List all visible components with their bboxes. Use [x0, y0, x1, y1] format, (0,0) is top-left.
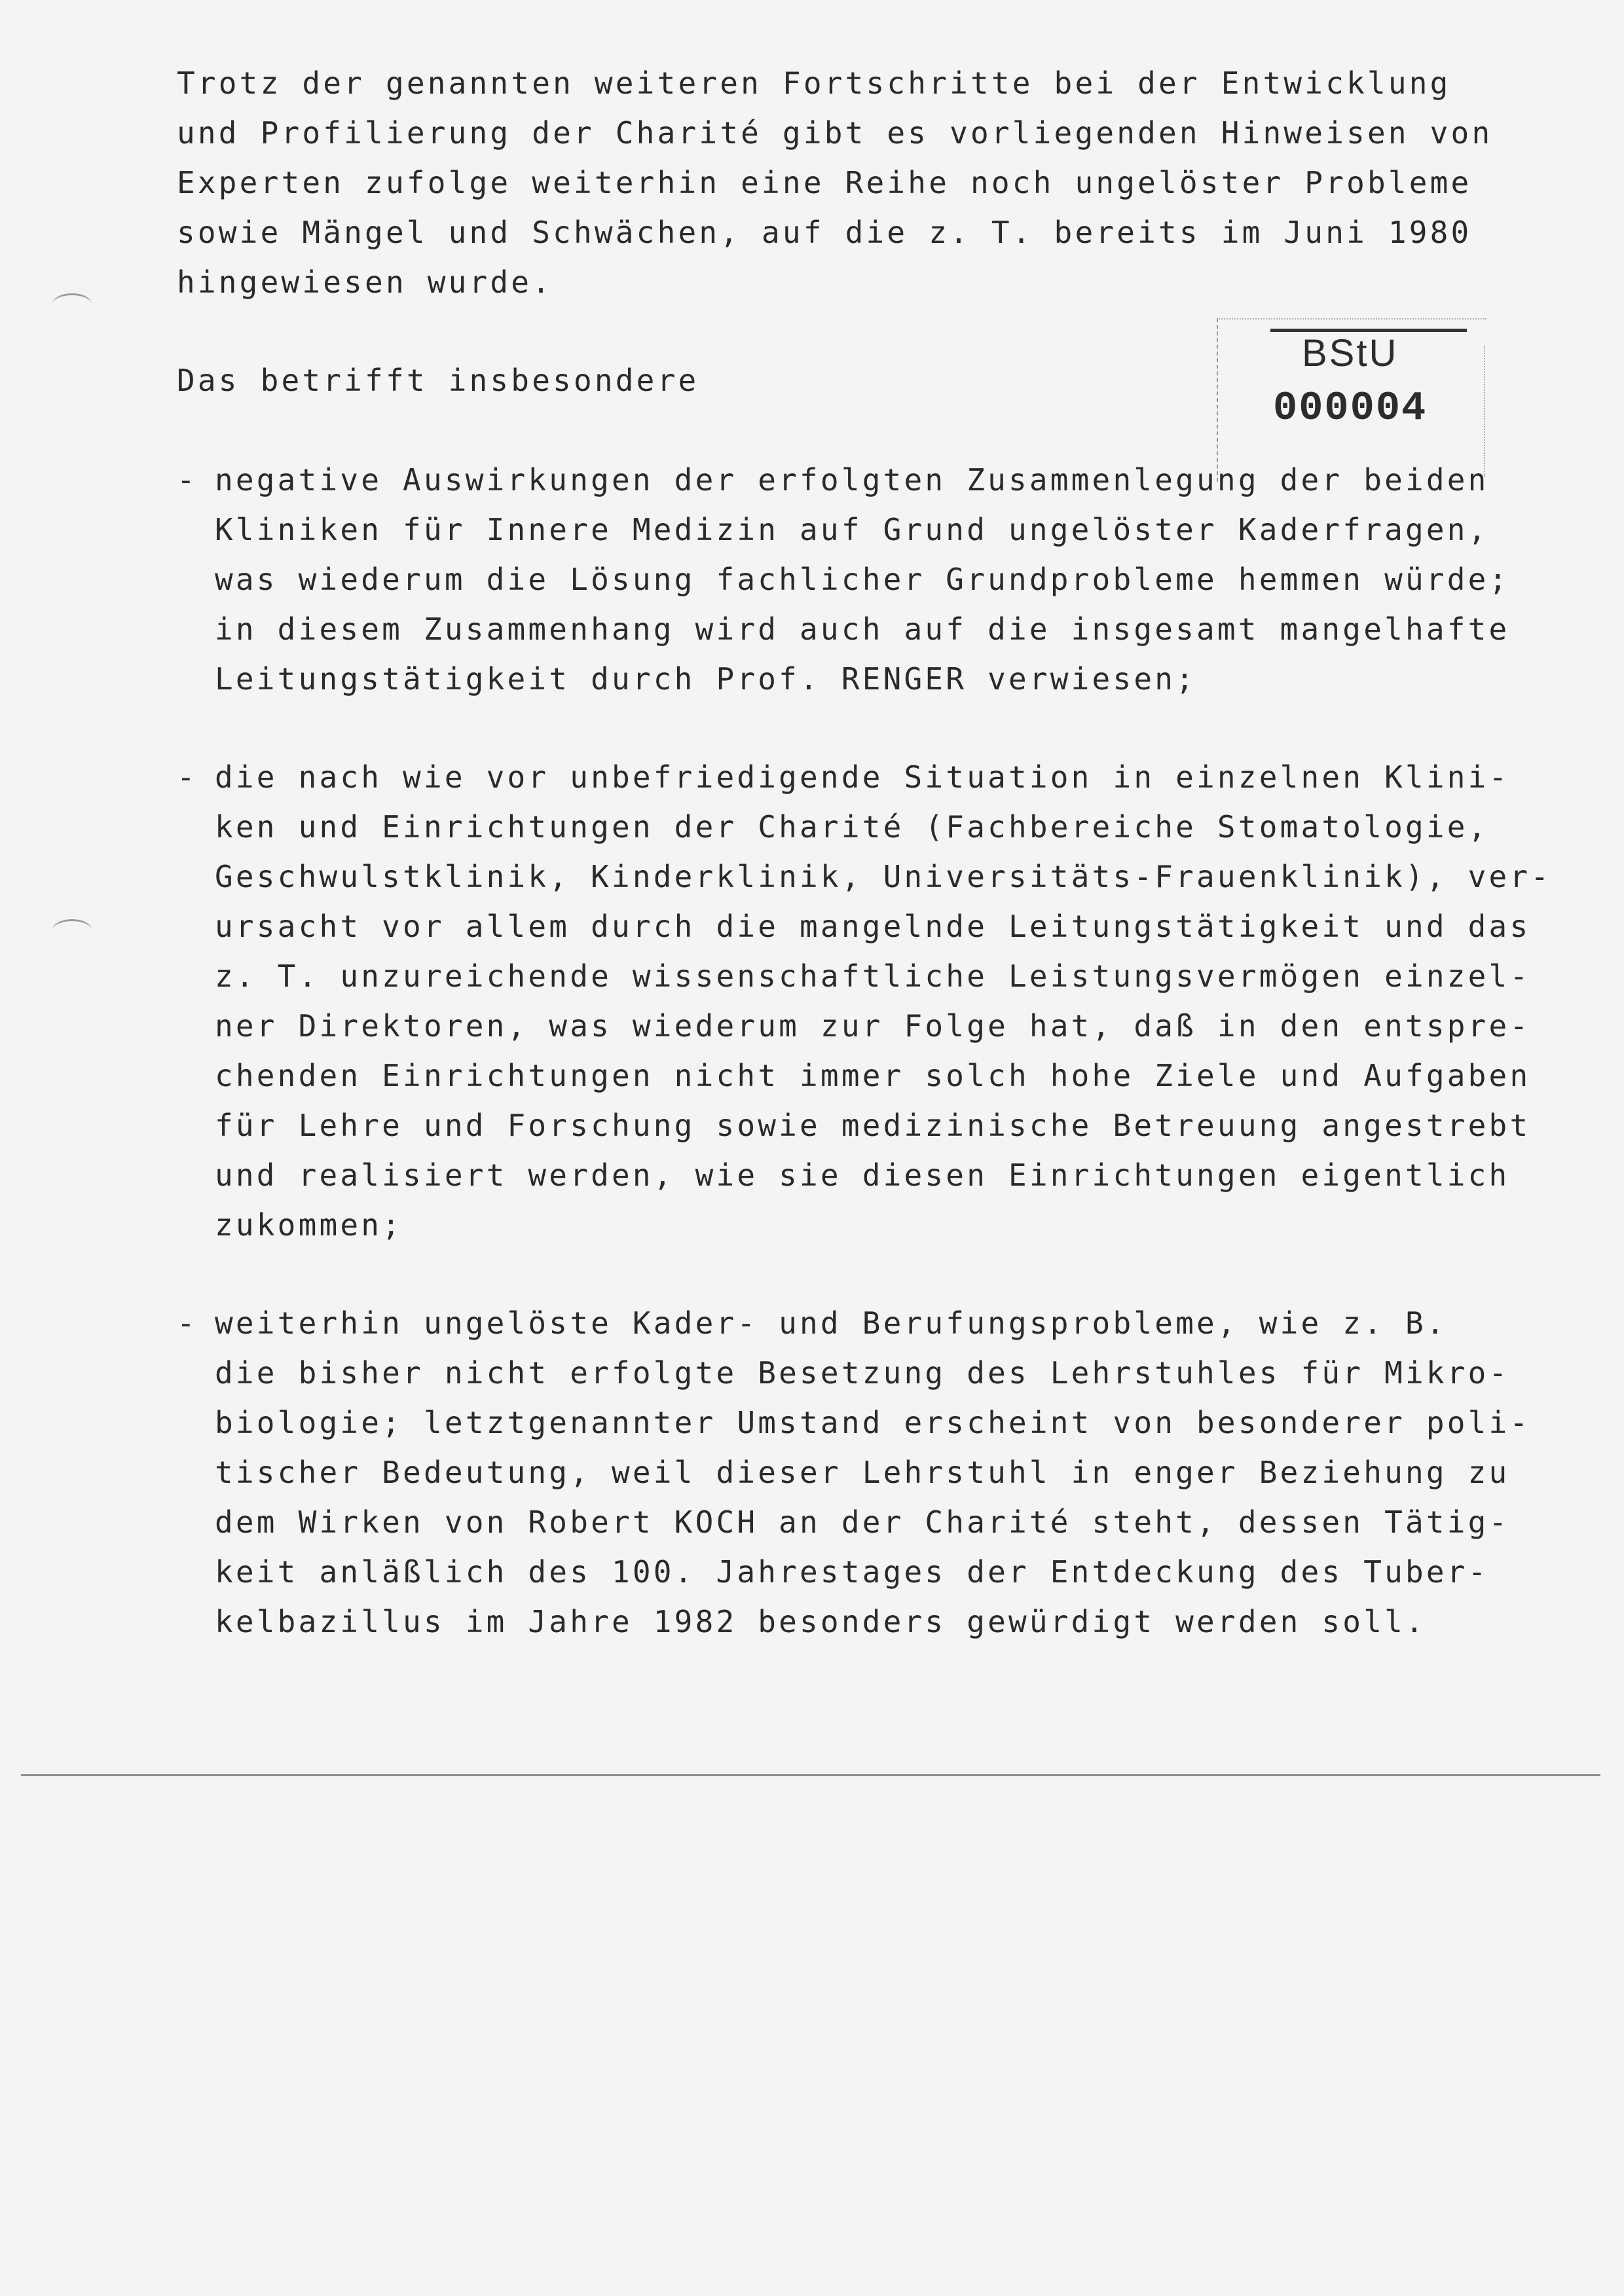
paragraph-line: hingewiesen wurde. [177, 264, 553, 300]
list-item-line: Leitungstätigkeit durch Prof. RENGER verwiesen; [215, 661, 1197, 697]
list-item-line: und realisiert werden, wie sie diesen Einrichtungen eigentlich [215, 1157, 1510, 1193]
paragraph-line: Experten zufolge weiterhin eine Reihe noch ungelöster Probleme [177, 165, 1472, 200]
archive-stamp [1217, 318, 1486, 482]
list-item-line: zukommen; [215, 1207, 403, 1243]
list-item-line: für Lehre und Forschung sowie medizinische Betreuung angestrebt [215, 1108, 1531, 1143]
intro-line: Das betrifft insbesondere [177, 363, 699, 398]
list-item-line: dem Wirken von Robert KOCH an der Charité steht, dessen Tätig- [215, 1504, 1510, 1540]
stamp-number: 000004 [1273, 385, 1428, 431]
paragraph-line: sowie Mängel und Schwächen, auf die z. T. bereits im Juni 1980 [177, 215, 1472, 250]
paragraph-line: Trotz der genannten weiteren Fortschritte bei der Entwicklung [177, 65, 1451, 101]
margin-mark [52, 919, 92, 941]
list-item-line: was wiederum die Lösung fachlicher Grundprobleme hemmen würde; [215, 562, 1510, 597]
list-item-line: tischer Bedeutung, weil dieser Lehrstuhl in enger Beziehung zu [215, 1455, 1510, 1490]
list-item-line: negative Auswirkungen der erfolgten Zusammenlegung der beiden [215, 462, 1489, 498]
paragraph-line: und Profilierung der Charité gibt es vorliegenden Hinweisen von [177, 115, 1493, 151]
list-item-line: ner Direktoren, was wiederum zur Folge hat, daß in den entspre- [215, 1008, 1531, 1044]
list-item-line: kelbazillus im Jahre 1982 besonders gewürdigt werden soll. [215, 1604, 1426, 1639]
list-item-line: z. T. unzureichende wissenschaftliche Leistungsvermögen einzel- [215, 958, 1531, 994]
list-item-line: in diesem Zusammenhang wird auch auf die insgesamt mangelhafte [215, 611, 1510, 647]
list-item-line: weiterhin ungelöste Kader- und Berufungsprobleme, wie z. B. [215, 1305, 1447, 1341]
list-item-line: Geschwulstklinik, Kinderklinik, Universitäts-Frauenklinik), ver- [215, 859, 1552, 894]
list-item-line: chenden Einrichtungen nicht immer solch hohe Ziele und Aufgaben [215, 1058, 1531, 1093]
bullet-dash: - [177, 462, 198, 498]
stamp-organization: BStU [1302, 332, 1399, 374]
list-item-line: biologie; letztgenannter Umstand erscheint von besonderer poli- [215, 1405, 1531, 1440]
page-divider [21, 1774, 1600, 1776]
list-item-line: Kliniken für Innere Medizin auf Grund ungelöster Kaderfragen, [215, 512, 1489, 547]
list-item-line: ken und Einrichtungen der Charité (Fachbereiche Stomatologie, [215, 809, 1489, 845]
list-item-line: ursacht vor allem durch die mangelnde Leitungstätigkeit und das [215, 909, 1531, 944]
list-item-line: die bisher nicht erfolgte Besetzung des Lehrstuhles für Mikro- [215, 1355, 1510, 1391]
margin-mark [52, 293, 92, 315]
bullet-dash: - [177, 759, 198, 795]
bullet-dash: - [177, 1305, 198, 1341]
list-item-line: die nach wie vor unbefriedigende Situation in einzelnen Klini- [215, 759, 1510, 795]
list-item-line: keit anläßlich des 100. Jahrestages der Entdeckung des Tuber- [215, 1554, 1489, 1590]
stamp-border [1484, 346, 1485, 477]
